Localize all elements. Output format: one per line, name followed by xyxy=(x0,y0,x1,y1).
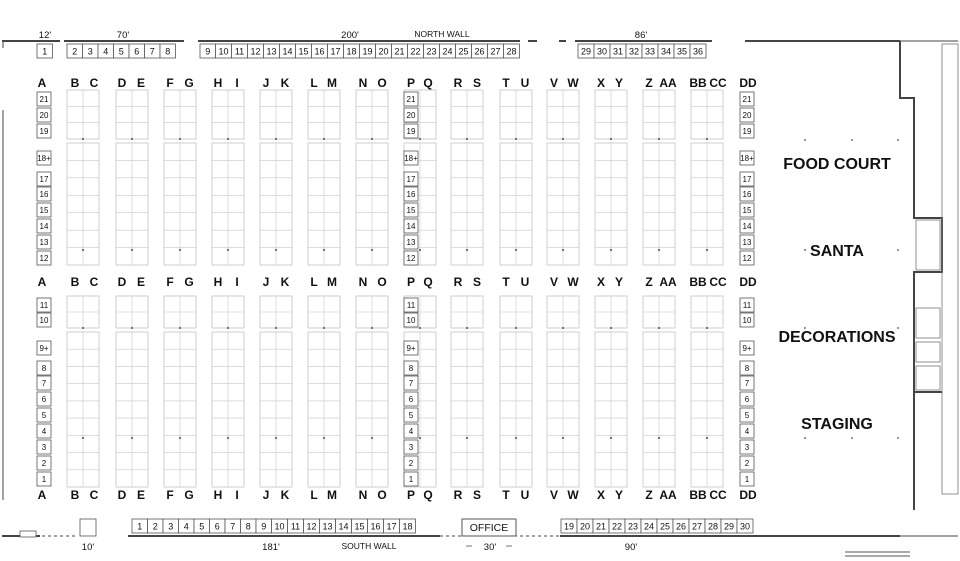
aisle-k-label-2: K xyxy=(280,488,290,502)
south-door-label-17: 17 xyxy=(386,521,397,532)
south-door-label-7: 7 xyxy=(230,521,236,532)
aisle-f-label-2: F xyxy=(166,488,174,502)
zone-santa: SANTA xyxy=(810,243,864,260)
aisle-i-label-2: I xyxy=(235,488,239,502)
south-door-label-3: 3 xyxy=(168,521,174,532)
aisle-f-label-0: F xyxy=(166,76,174,90)
north-door-label-7: 7 xyxy=(149,46,155,57)
row-label-13-0: 13 xyxy=(39,238,49,247)
aisle-aa-label-2: AA xyxy=(659,488,677,502)
aisle-s-label-2: S xyxy=(472,488,482,502)
aisle-bb-label-0: BB xyxy=(689,76,707,90)
row-label-17-0: 17 xyxy=(39,175,49,184)
north-door-label-17: 17 xyxy=(330,46,341,57)
aisle-h-label-2: H xyxy=(213,488,223,502)
aisle-r-label-1: R xyxy=(453,275,463,289)
aisle-i-label-1: I xyxy=(235,275,239,289)
dim-bottom-3: 90' xyxy=(624,542,638,553)
row-label-5-2: 5 xyxy=(744,411,750,420)
row-label-3-0: 3 xyxy=(41,443,47,452)
aisle-x-label-0: X xyxy=(596,76,606,90)
row-label-20-1: 20 xyxy=(406,111,416,120)
row-label-10-1: 10 xyxy=(406,316,416,325)
aisle-k-label-1: K xyxy=(280,275,290,289)
row-label-20-0: 20 xyxy=(39,111,49,120)
south-door-label-13: 13 xyxy=(322,521,333,532)
row-label-11-1: 11 xyxy=(406,301,416,310)
north-door-label-14: 14 xyxy=(282,46,293,57)
south-door-label-5: 5 xyxy=(199,521,205,532)
north-door-label-31: 31 xyxy=(612,46,624,57)
north-door-label-33: 33 xyxy=(644,46,656,57)
aisle-i-label-0: I xyxy=(235,76,239,90)
north-door-label-21: 21 xyxy=(394,46,405,57)
aisle-w-label-2: W xyxy=(567,488,579,502)
row-label-13-2: 13 xyxy=(742,238,752,247)
row-label-8-2: 8 xyxy=(744,364,750,373)
north-door-label-24: 24 xyxy=(442,46,453,57)
aisle-e-label-2: E xyxy=(136,488,146,502)
aisle-x-label-1: X xyxy=(596,275,606,289)
north-door-label-35: 35 xyxy=(676,46,688,57)
aisle-h-label-0: H xyxy=(213,76,223,90)
aisle-u-label-2: U xyxy=(520,488,530,502)
row-label-21-1: 21 xyxy=(406,95,416,104)
north-door-label-25: 25 xyxy=(458,46,469,57)
aisle-w-label-1: W xyxy=(567,275,579,289)
south-door-label-20: 20 xyxy=(579,521,591,532)
aisle-e-label-1: E xyxy=(136,275,146,289)
aisle-o-label-0: O xyxy=(377,76,387,90)
row-label-10-0: 10 xyxy=(39,316,49,325)
aisle-q-label-2: Q xyxy=(423,488,433,502)
aisle-m-label-0: M xyxy=(327,76,337,90)
aisle-bb-label-1: BB xyxy=(689,275,707,289)
aisle-m-label-2: M xyxy=(327,488,337,502)
zone-food-court: FOOD COURT xyxy=(783,156,891,173)
north-door-label-34: 34 xyxy=(660,46,672,57)
south-door-label-9: 9 xyxy=(261,521,267,532)
aisle-c-label-2: C xyxy=(89,488,99,502)
aisle-r-label-2: R xyxy=(453,488,463,502)
row-label-15-1: 15 xyxy=(406,206,416,215)
row-label-14-2: 14 xyxy=(742,222,752,231)
row-label-7-2: 7 xyxy=(744,379,750,388)
south-door-label-25: 25 xyxy=(659,521,671,532)
north-door-label-36: 36 xyxy=(692,46,704,57)
south-door-label-14: 14 xyxy=(338,521,349,532)
aisle-b-label-2: B xyxy=(70,488,80,502)
north-door-label-12: 12 xyxy=(250,46,261,57)
north-wall-label: NORTH WALL xyxy=(414,29,470,39)
row-label-20-2: 20 xyxy=(742,111,752,120)
dim-bottom-0: 10' xyxy=(81,542,95,553)
row-label-7-0: 7 xyxy=(41,379,47,388)
aisle-b-label-1: B xyxy=(70,275,80,289)
row-label-8-1: 8 xyxy=(408,364,414,373)
aisle-z-label-0: Z xyxy=(645,76,653,90)
row-label-12-1: 12 xyxy=(406,254,416,263)
aisle-g-label-0: G xyxy=(184,76,194,90)
row-label-21-2: 21 xyxy=(742,95,752,104)
south-door-label-28: 28 xyxy=(707,521,719,532)
zone-staging: STAGING xyxy=(801,416,873,433)
south-door-label-15: 15 xyxy=(354,521,365,532)
north-door-label-11: 11 xyxy=(234,46,245,57)
north-door-label-5: 5 xyxy=(118,46,124,57)
aisle-j-label-1: J xyxy=(262,275,270,289)
south-door-label-29: 29 xyxy=(723,521,735,532)
aisle-g-label-2: G xyxy=(184,488,194,502)
row-label-18+-0: 18+ xyxy=(37,154,51,163)
aisle-n-label-2: N xyxy=(358,488,368,502)
row-label-1-2: 1 xyxy=(744,475,750,484)
aisle-f-label-1: F xyxy=(166,275,174,289)
row-label-6-2: 6 xyxy=(744,395,750,404)
north-door-label-1: 1 xyxy=(42,46,48,57)
row-label-12-0: 12 xyxy=(39,254,49,263)
aisle-g-label-1: G xyxy=(184,275,194,289)
aisle-dd-label-0: DD xyxy=(739,76,757,90)
north-door-label-13: 13 xyxy=(266,46,277,57)
south-door-label-30: 30 xyxy=(739,521,751,532)
south-door-label-23: 23 xyxy=(627,521,639,532)
row-label-9+-2: 9+ xyxy=(742,344,752,353)
row-label-2-1: 2 xyxy=(408,459,414,468)
row-label-4-2: 4 xyxy=(744,427,750,436)
aisle-o-label-2: O xyxy=(377,488,387,502)
aisle-c-label-1: C xyxy=(89,275,99,289)
aisle-o-label-1: O xyxy=(377,275,387,289)
row-label-3-2: 3 xyxy=(744,443,750,452)
south-door-label-8: 8 xyxy=(245,521,251,532)
row-label-4-0: 4 xyxy=(41,427,47,436)
aisle-m-label-1: M xyxy=(327,275,337,289)
south-door-label-24: 24 xyxy=(643,521,655,532)
row-label-9+-0: 9+ xyxy=(39,344,49,353)
aisle-u-label-0: U xyxy=(520,76,530,90)
north-door-label-28: 28 xyxy=(506,46,517,57)
aisle-aa-label-1: AA xyxy=(659,275,677,289)
row-label-15-2: 15 xyxy=(742,206,752,215)
south-door-label-21: 21 xyxy=(595,521,607,532)
south-door-label-16: 16 xyxy=(370,521,381,532)
south-door-label-4: 4 xyxy=(183,521,189,532)
zone-decorations: DECORATIONS xyxy=(778,329,896,346)
north-door-label-4: 4 xyxy=(103,46,109,57)
row-label-16-0: 16 xyxy=(39,190,49,199)
aisle-d-label-1: D xyxy=(117,275,127,289)
aisle-y-label-2: Y xyxy=(614,488,624,502)
aisle-v-label-1: V xyxy=(549,275,559,289)
aisle-p-label-1: P xyxy=(406,275,416,289)
aisle-p-label-0: P xyxy=(406,76,416,90)
south-door-label-26: 26 xyxy=(675,521,687,532)
south-door-label-19: 19 xyxy=(563,521,575,532)
south-door-label-18: 18 xyxy=(402,521,413,532)
aisle-dd-label-2: DD xyxy=(739,488,757,502)
dim-top-3: 86' xyxy=(634,30,648,41)
row-label-5-1: 5 xyxy=(408,411,414,420)
aisle-v-label-0: V xyxy=(549,76,559,90)
row-label-4-1: 4 xyxy=(408,427,414,436)
row-label-10-2: 10 xyxy=(742,316,752,325)
aisle-dd-label-1: DD xyxy=(739,275,757,289)
office-label: OFFICE xyxy=(469,522,509,534)
north-door-label-15: 15 xyxy=(298,46,309,57)
north-door-label-23: 23 xyxy=(426,46,437,57)
row-label-12-2: 12 xyxy=(742,254,752,263)
aisle-c-label-0: C xyxy=(89,76,99,90)
row-label-1-0: 1 xyxy=(41,475,47,484)
aisle-k-label-0: K xyxy=(280,76,290,90)
aisle-s-label-1: S xyxy=(472,275,482,289)
south-door-label-11: 11 xyxy=(290,521,301,532)
north-door-label-26: 26 xyxy=(474,46,485,57)
row-label-14-1: 14 xyxy=(406,222,416,231)
aisle-y-label-1: Y xyxy=(614,275,624,289)
row-label-17-1: 17 xyxy=(406,175,416,184)
row-label-17-2: 17 xyxy=(742,175,752,184)
row-label-6-0: 6 xyxy=(41,395,47,404)
aisle-a-label-2: A xyxy=(37,488,47,502)
north-door-label-3: 3 xyxy=(87,46,93,57)
row-label-1-1: 1 xyxy=(408,475,414,484)
row-label-21-0: 21 xyxy=(39,95,49,104)
dim-top-0: 12' xyxy=(38,30,52,41)
row-label-9+-1: 9+ xyxy=(406,344,416,353)
south-door-label-6: 6 xyxy=(214,521,220,532)
aisle-n-label-1: N xyxy=(358,275,368,289)
row-label-16-1: 16 xyxy=(406,190,416,199)
row-label-7-1: 7 xyxy=(408,379,414,388)
dim-bottom-1: 181' xyxy=(262,542,280,553)
row-label-2-2: 2 xyxy=(744,459,750,468)
north-door-label-19: 19 xyxy=(362,46,373,57)
aisle-s-label-0: S xyxy=(472,76,482,90)
aisle-z-label-1: Z xyxy=(645,275,653,289)
north-door-label-9: 9 xyxy=(205,46,211,57)
aisle-v-label-2: V xyxy=(549,488,559,502)
dim-top-1: 70' xyxy=(116,30,130,41)
aisle-l-label-2: L xyxy=(310,488,318,502)
aisle-d-label-0: D xyxy=(117,76,127,90)
aisle-b-label-0: B xyxy=(70,76,80,90)
south-wall-label: SOUTH WALL xyxy=(341,541,397,551)
aisle-cc-label-0: CC xyxy=(709,76,727,90)
aisle-h-label-1: H xyxy=(213,275,223,289)
aisle-l-label-1: L xyxy=(310,275,318,289)
aisle-w-label-0: W xyxy=(567,76,579,90)
dim-top-2: 200' xyxy=(341,30,359,41)
north-door-label-6: 6 xyxy=(134,46,140,57)
row-label-8-0: 8 xyxy=(41,364,47,373)
row-label-15-0: 15 xyxy=(39,206,49,215)
aisle-t-label-1: T xyxy=(502,275,510,289)
row-label-2-0: 2 xyxy=(41,459,47,468)
aisle-u-label-1: U xyxy=(520,275,530,289)
aisle-j-label-2: J xyxy=(262,488,270,502)
aisle-t-label-0: T xyxy=(502,76,510,90)
aisle-t-label-2: T xyxy=(502,488,510,502)
aisle-z-label-2: Z xyxy=(645,488,653,502)
aisle-e-label-0: E xyxy=(136,76,146,90)
row-label-5-0: 5 xyxy=(41,411,47,420)
north-door-label-29: 29 xyxy=(580,46,592,57)
north-door-label-10: 10 xyxy=(218,46,229,57)
aisle-q-label-1: Q xyxy=(423,275,433,289)
north-door-label-8: 8 xyxy=(165,46,171,57)
north-door-label-22: 22 xyxy=(410,46,421,57)
row-label-3-1: 3 xyxy=(408,443,414,452)
aisle-q-label-0: Q xyxy=(423,76,433,90)
aisle-bb-label-2: BB xyxy=(689,488,707,502)
south-door-label-10: 10 xyxy=(274,521,285,532)
aisle-p-label-2: P xyxy=(406,488,416,502)
south-door-label-1: 1 xyxy=(137,521,143,532)
aisle-l-label-0: L xyxy=(310,76,318,90)
aisle-a-label-0: A xyxy=(37,76,47,90)
south-dock-doors xyxy=(132,519,753,533)
aisle-n-label-0: N xyxy=(358,76,368,90)
aisle-y-label-0: Y xyxy=(614,76,624,90)
row-label-13-1: 13 xyxy=(406,238,416,247)
row-label-19-2: 19 xyxy=(742,127,752,136)
north-door-label-16: 16 xyxy=(314,46,325,57)
north-door-label-27: 27 xyxy=(490,46,501,57)
row-label-11-2: 11 xyxy=(742,301,752,310)
office xyxy=(462,519,516,536)
aisle-j-label-0: J xyxy=(262,76,270,90)
row-label-11-0: 11 xyxy=(39,301,49,310)
south-door-label-2: 2 xyxy=(152,521,158,532)
zone-labels xyxy=(778,139,899,439)
aisle-a-label-1: A xyxy=(37,275,47,289)
row-label-19-0: 19 xyxy=(39,127,49,136)
row-label-18+-1: 18+ xyxy=(404,154,418,163)
aisle-x-label-2: X xyxy=(596,488,606,502)
north-dock-doors xyxy=(37,44,706,58)
north-door-label-18: 18 xyxy=(346,46,357,57)
south-door-label-22: 22 xyxy=(611,521,623,532)
aisle-cc-label-1: CC xyxy=(709,275,727,289)
aisle-aa-label-0: AA xyxy=(659,76,677,90)
row-label-18+-2: 18+ xyxy=(740,154,754,163)
north-door-label-2: 2 xyxy=(72,46,78,57)
south-door-label-27: 27 xyxy=(691,521,703,532)
aisle-cc-label-2: CC xyxy=(709,488,727,502)
dim-bottom-2: 30' xyxy=(483,542,497,553)
aisle-r-label-0: R xyxy=(453,76,463,90)
north-door-label-20: 20 xyxy=(378,46,389,57)
north-door-label-30: 30 xyxy=(596,46,608,57)
aisle-d-label-2: D xyxy=(117,488,127,502)
row-label-19-1: 19 xyxy=(406,127,416,136)
north-door-label-32: 32 xyxy=(628,46,640,57)
row-label-6-1: 6 xyxy=(408,395,414,404)
row-label-16-2: 16 xyxy=(742,190,752,199)
south-door-label-12: 12 xyxy=(306,521,317,532)
row-label-14-0: 14 xyxy=(39,222,49,231)
